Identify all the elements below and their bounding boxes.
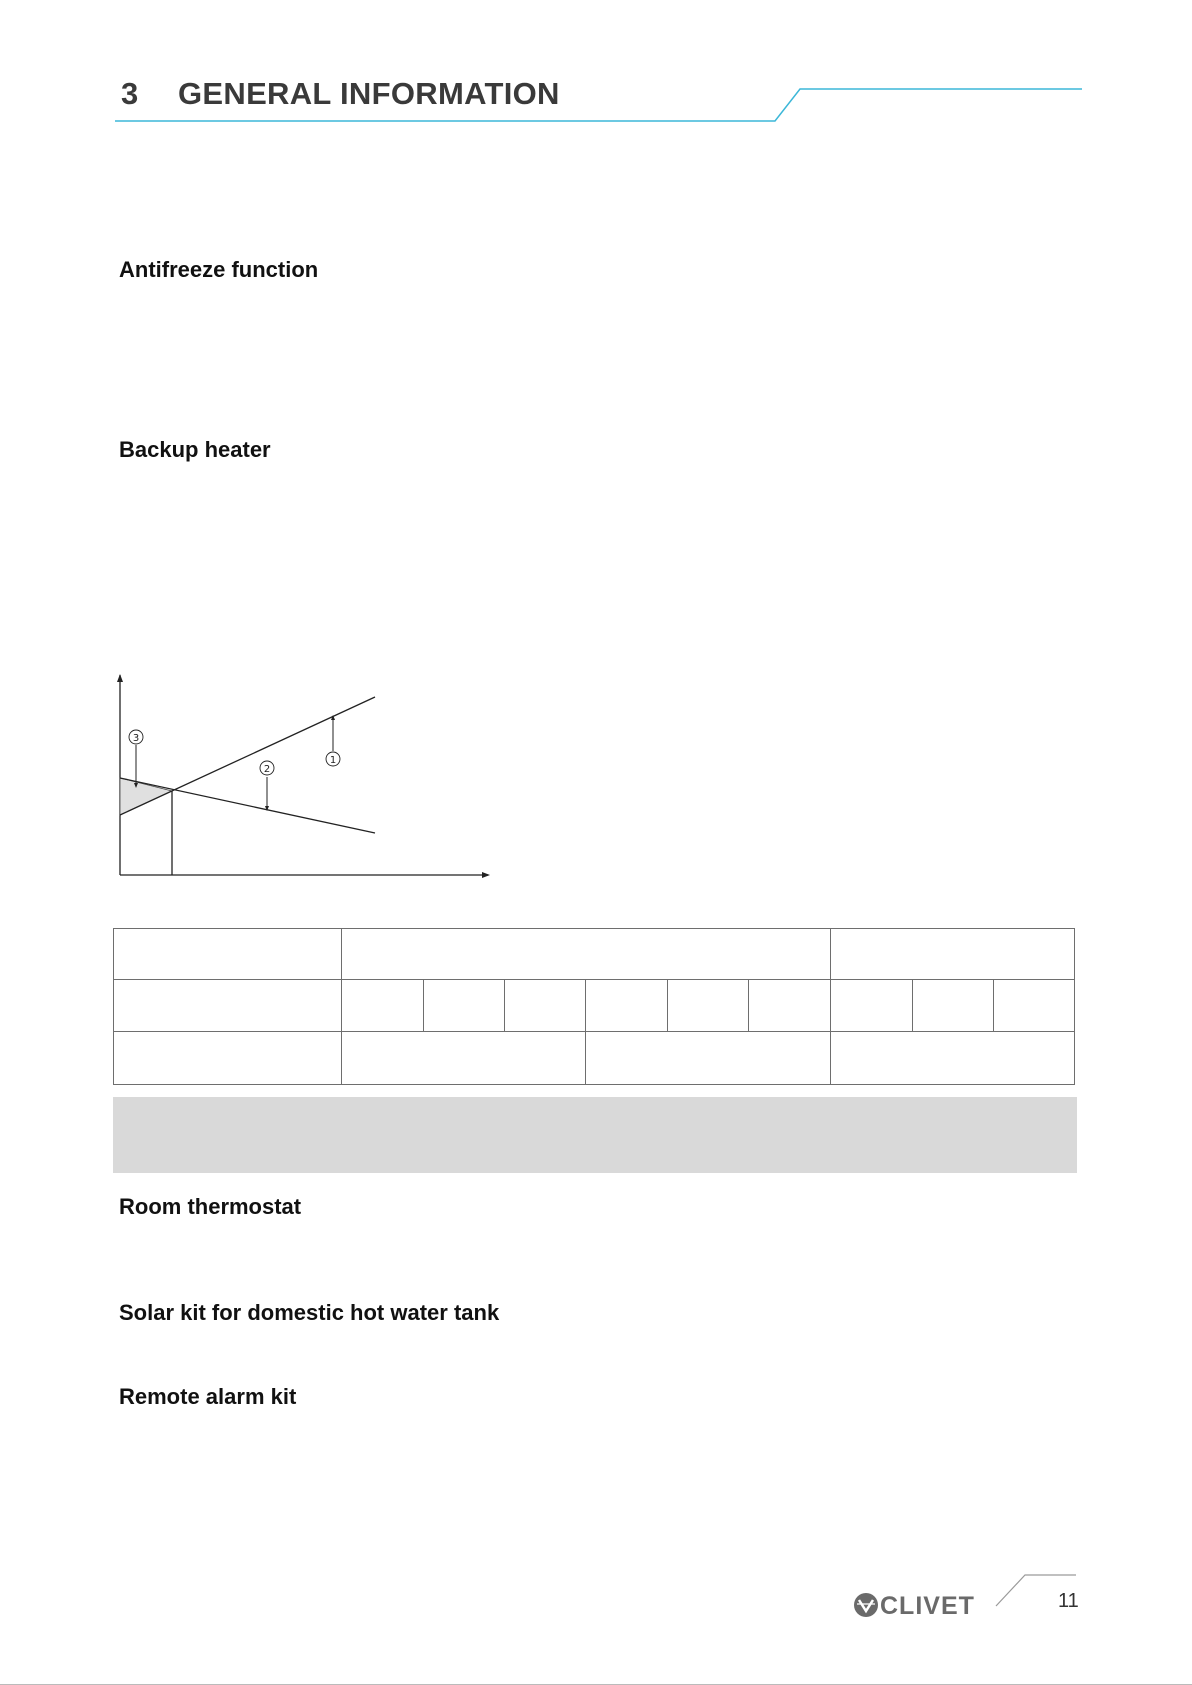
heading-remote-alarm-kit: Remote alarm kit [119, 1384, 297, 1409]
table-cell [667, 979, 749, 1032]
table-cell [341, 979, 424, 1032]
y-axis-arrow [117, 674, 123, 682]
table-cell [830, 979, 913, 1032]
clivet-logo-icon [853, 1592, 879, 1618]
capacity-line-1 [120, 697, 375, 815]
table-cell [341, 928, 831, 980]
header-accent-line [0, 0, 1192, 130]
brand-name: CLIVET [880, 1592, 975, 1620]
backup-heater-diagram [108, 665, 498, 885]
load-line-2 [120, 778, 375, 833]
table-cell [748, 979, 831, 1032]
table-cell [113, 928, 342, 980]
table-cell [830, 1031, 1075, 1085]
table-cell [341, 1031, 586, 1085]
table-cell [912, 979, 994, 1032]
heading-antifreeze-function: Antifreeze function [119, 257, 319, 282]
table-cell [585, 979, 668, 1032]
svg-text:1: 1 [329, 755, 337, 766]
chapter-number: 3 [121, 76, 139, 111]
svg-text:2: 2 [263, 764, 271, 775]
table-cell [113, 979, 342, 1032]
table-cell [504, 979, 586, 1032]
page-number: 11 [1058, 1590, 1079, 1612]
heading-solar-kit: Solar kit for domestic hot water tank [119, 1300, 500, 1325]
table-cell [423, 979, 505, 1032]
chapter-title: GENERAL INFORMATION [178, 76, 560, 111]
heading-backup-heater: Backup heater [119, 437, 271, 462]
table-cell [993, 979, 1075, 1032]
x-axis-arrow [482, 872, 490, 878]
heading-room-thermostat: Room thermostat [119, 1194, 302, 1219]
specs-table [113, 928, 1075, 1085]
table-cell [585, 1031, 831, 1085]
svg-text:3: 3 [132, 733, 140, 744]
table-cell [830, 928, 1075, 980]
table-cell [113, 1031, 342, 1085]
note-box [113, 1097, 1077, 1173]
